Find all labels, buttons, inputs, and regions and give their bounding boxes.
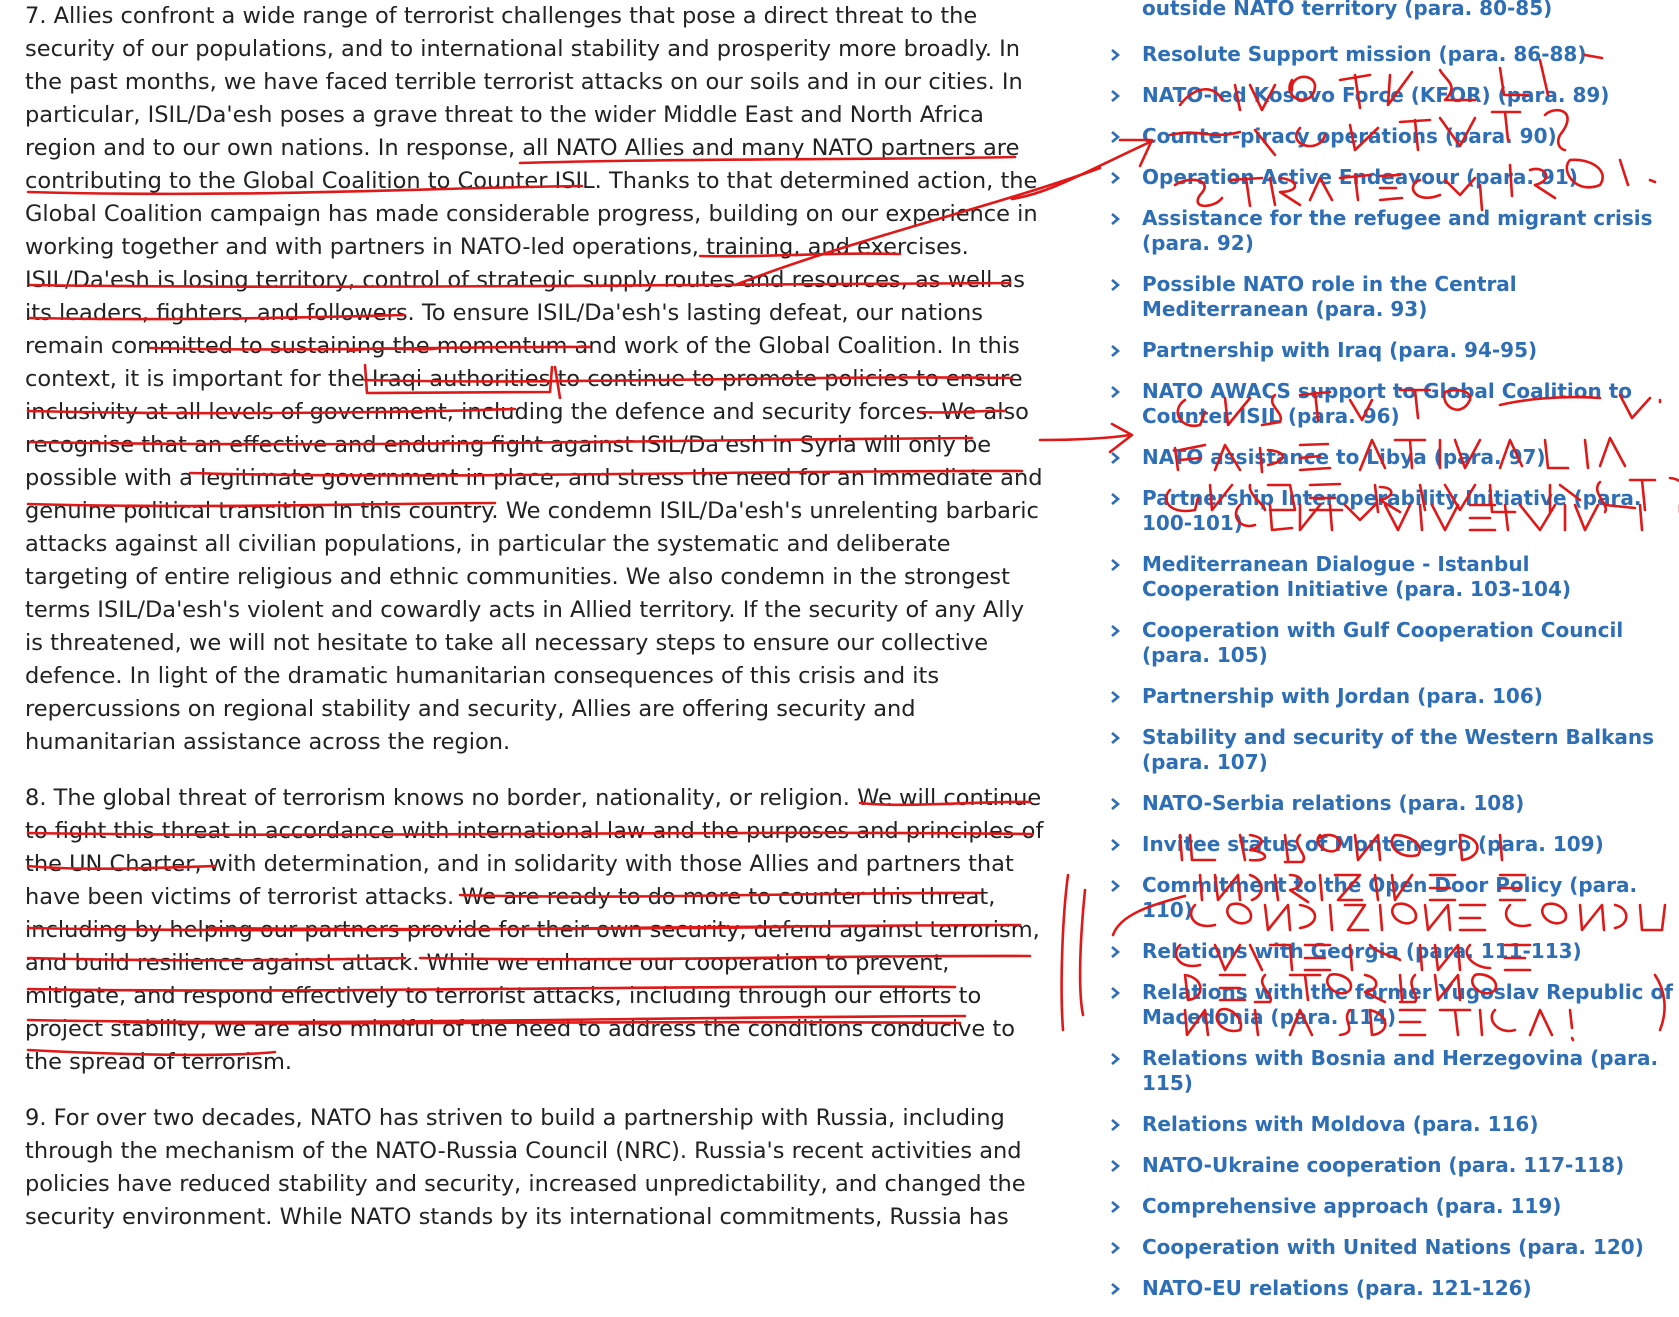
paragraph-8: 8. The global threat of terrorism knows no border, nationality, or religion. We will continue to fight this threat in accordance with international law and the purposes and principles of the UN Charter, with determination, and in solidarity with those Allies and partners that have been victims of terrorist attacks. We are ready to do more to counter this threat, including by helping our partners provide for their own security, defend against terrorism, and build resilience against attack. While we enhance our cooperation to prevent, mitigate, and respond effectively to terrorist attacks, including through our efforts to project stability, we are also mindful of the need to address the conditions conducive to the spread of terrorism. [25, 785, 1044, 1075]
sidebar-item-resolute-support[interactable] [1108, 42, 1674, 67]
chevron-right-icon [1108, 385, 1122, 399]
sidebar-item-libya[interactable] [1108, 445, 1674, 470]
sidebar-item-refugee-crisis[interactable] [1108, 206, 1674, 256]
sidebar-item-open-door[interactable] [1108, 873, 1674, 923]
chevron-right-icon [1108, 492, 1122, 506]
chevron-right-icon [1108, 731, 1122, 745]
chevron-right-icon [1108, 1282, 1122, 1296]
sidebar-item-label: NATO-led Kosovo Force (KFOR) (para. 89) [1142, 83, 1610, 107]
chevron-right-icon [1108, 945, 1122, 959]
sidebar-item-label: outside NATO territory (para. 80-85) [1142, 0, 1553, 20]
sidebar-item-label: NATO-EU relations (para. 121-126) [1142, 1276, 1532, 1300]
sidebar-item-label: Stability and security of the Western Balkans (para. 107) [1142, 725, 1655, 774]
sidebar-item-label: Commitment to the Open Door Policy (para. 110) [1142, 873, 1638, 922]
sidebar-item-iraq[interactable] [1108, 338, 1674, 363]
sidebar-item-label: Partnership with Jordan (para. 106) [1142, 684, 1543, 708]
sidebar-item-nato-eu[interactable] [1108, 1276, 1674, 1301]
sidebar-item-label: Relations with Georgia (para. 111-113) [1142, 939, 1582, 963]
sidebar-item-awacs[interactable] [1108, 379, 1674, 429]
sidebar-item-outside-territory[interactable] [1108, 0, 1674, 21]
sidebar-item-label: Operation Active Endeavour (para. 91) [1142, 165, 1578, 189]
sidebar-item-label: Resolute Support mission (para. 86-88) [1142, 42, 1587, 66]
sidebar-list [1108, 0, 1674, 1301]
chevron-right-icon [1108, 624, 1122, 638]
sidebar-item-kfor[interactable] [1108, 83, 1674, 108]
main-article [25, 0, 1045, 1257]
sidebar-item-label: Relations with Moldova (para. 116) [1142, 1112, 1539, 1136]
sidebar-item-counter-piracy[interactable] [1108, 124, 1674, 149]
chevron-right-icon [1108, 558, 1122, 572]
chevron-right-icon [1108, 1052, 1122, 1066]
sidebar-item-label: NATO-Serbia relations (para. 108) [1142, 791, 1525, 815]
sidebar-item-ukraine[interactable] [1108, 1153, 1674, 1178]
sidebar-item-comprehensive-approach[interactable] [1108, 1194, 1674, 1219]
sidebar-item-jordan[interactable] [1108, 684, 1674, 709]
sidebar-item-mediterranean-dialogue[interactable] [1108, 552, 1674, 602]
sidebar-item-label: Invitee status of Montenegro (para. 109) [1142, 832, 1604, 856]
chevron-right-icon [1108, 171, 1122, 185]
sidebar-item-active-endeavour[interactable] [1108, 165, 1674, 190]
chevron-right-icon [1108, 1118, 1122, 1132]
sidebar-item-label: Mediterranean Dialogue - Istanbul Cooperation Initiative (para. 103-104) [1142, 552, 1571, 601]
chevron-right-icon [1108, 1241, 1122, 1255]
chevron-right-icon [1108, 879, 1122, 893]
sidebar-item-label: Relations with the former Yugoslav Republic of Macedonia (para. 114) [1142, 980, 1673, 1029]
sidebar-item-moldova[interactable] [1108, 1112, 1674, 1137]
paragraph-9: 9. For over two decades, NATO has striven to build a partnership with Russia, including through the mechanism of the NATO-Russia Council (NRC). Russia's recent activities and policies have reduced stability and security, increased unpredictability, and changed the security environment. While NATO stands by its international commitments, Russia has [25, 1105, 1026, 1230]
sidebar-item-gulf-cooperation[interactable] [1108, 618, 1674, 668]
sidebar-item-georgia[interactable] [1108, 939, 1674, 964]
chevron-right-icon [1108, 48, 1122, 62]
chevron-right-icon [1108, 986, 1122, 1000]
sidebar-item-label: Possible NATO role in the Central Mediterranean (para. 93) [1142, 272, 1517, 321]
sidebar-item-label: Comprehensive approach (para. 119) [1142, 1194, 1562, 1218]
sidebar-item-macedonia[interactable] [1108, 980, 1674, 1030]
sidebar-item-label: Partnership Interoperability Initiative (para. 100-101) [1142, 486, 1642, 535]
sidebar-item-central-mediterranean[interactable] [1108, 272, 1674, 322]
chevron-right-icon [1108, 451, 1122, 465]
chevron-right-icon [1108, 130, 1122, 144]
sidebar-item-label: NATO AWACS support to Global Coalition to Counter ISIL (para. 96) [1142, 379, 1632, 428]
sidebar-item-label: Partnership with Iraq (para. 94-95) [1142, 338, 1538, 362]
sidebar-item-label: Cooperation with United Nations (para. 120) [1142, 1235, 1644, 1259]
sidebar-nav [1108, 0, 1674, 1317]
sidebar-item-bosnia[interactable] [1108, 1046, 1674, 1096]
sidebar-item-label: NATO assistance to Libya (para. 97) [1142, 445, 1546, 469]
chevron-right-icon [1108, 278, 1122, 292]
sidebar-item-western-balkans[interactable] [1108, 725, 1674, 775]
chevron-right-icon [1108, 1159, 1122, 1173]
sidebar-item-label: NATO-Ukraine cooperation (para. 117-118) [1142, 1153, 1625, 1177]
sidebar-item-interoperability[interactable] [1108, 486, 1674, 536]
chevron-right-icon [1108, 690, 1122, 704]
chevron-right-icon [1108, 1200, 1122, 1214]
sidebar-item-montenegro[interactable] [1108, 832, 1674, 857]
sidebar-item-label: Cooperation with Gulf Cooperation Council (para. 105) [1142, 618, 1624, 667]
sidebar-item-label: Counter-piracy operations (para. 90) [1142, 124, 1557, 148]
sidebar-item-label: Assistance for the refugee and migrant crisis (para. 92) [1142, 206, 1653, 255]
chevron-right-icon [1108, 212, 1122, 226]
sidebar-item-label: Relations with Bosnia and Herzegovina (para. 115) [1142, 1046, 1659, 1095]
chevron-right-icon [1108, 838, 1122, 852]
paragraph-7: 7. Allies confront a wide range of terrorist challenges that pose a direct threat to the security of our populations, and to international stability and prosperity more broadly. In the past months, we have faced terrible terrorist attacks on our soils and in our cities. In particular, ISIL/Da'esh poses a grave threat to the wider Middle East and North Africa region and to our own nations. In response, all NATO Allies and many NATO partners are contributing to the Global Coalition to Counter ISIL. Thanks to that determined action, the Global Coalition campaign has made considerable progress, building on our experience in working together and with partners in NATO-led operations, training, and exercises. ISIL/Da'esh is losing territory, control of strategic supply routes and resources, as well as its leaders, fighters, and followers. To ensure ISIL/Da'esh's lasting defeat, our nations remain committed to sustaining the momentum and work of the Global Coalition. In this context, it is important for the Iraqi authorities to continue to promote policies to ensure inclusivity at all levels of government, including the defence and security forces. We also recognise that an effective and enduring fight against ISIL/Da'esh in Syria will only be possible with a legitimate government in place, and stress the need for an immediate and genuine political transition in this country. We condemn ISIL/Da'esh's unrelenting barbaric attacks against all civilian populations, in particular the systematic and deliberate targeting of entire religious and ethnic communities. We also condemn in the strongest terms ISIL/Da'esh's violent and cowardly acts in Allied territory. If the security of any Ally is threatened, we will not hesitate to take all necessary steps to ensure our collective defence. In light of the dramatic humanitarian consequences of this crisis and its repercussions on regional stability and security, Allies are offering security and humanitarian assistance across the region. [25, 3, 1043, 755]
chevron-right-icon [1108, 89, 1122, 103]
chevron-right-icon [1108, 344, 1122, 358]
chevron-right-icon [1108, 797, 1122, 811]
sidebar-item-serbia[interactable] [1108, 791, 1674, 816]
